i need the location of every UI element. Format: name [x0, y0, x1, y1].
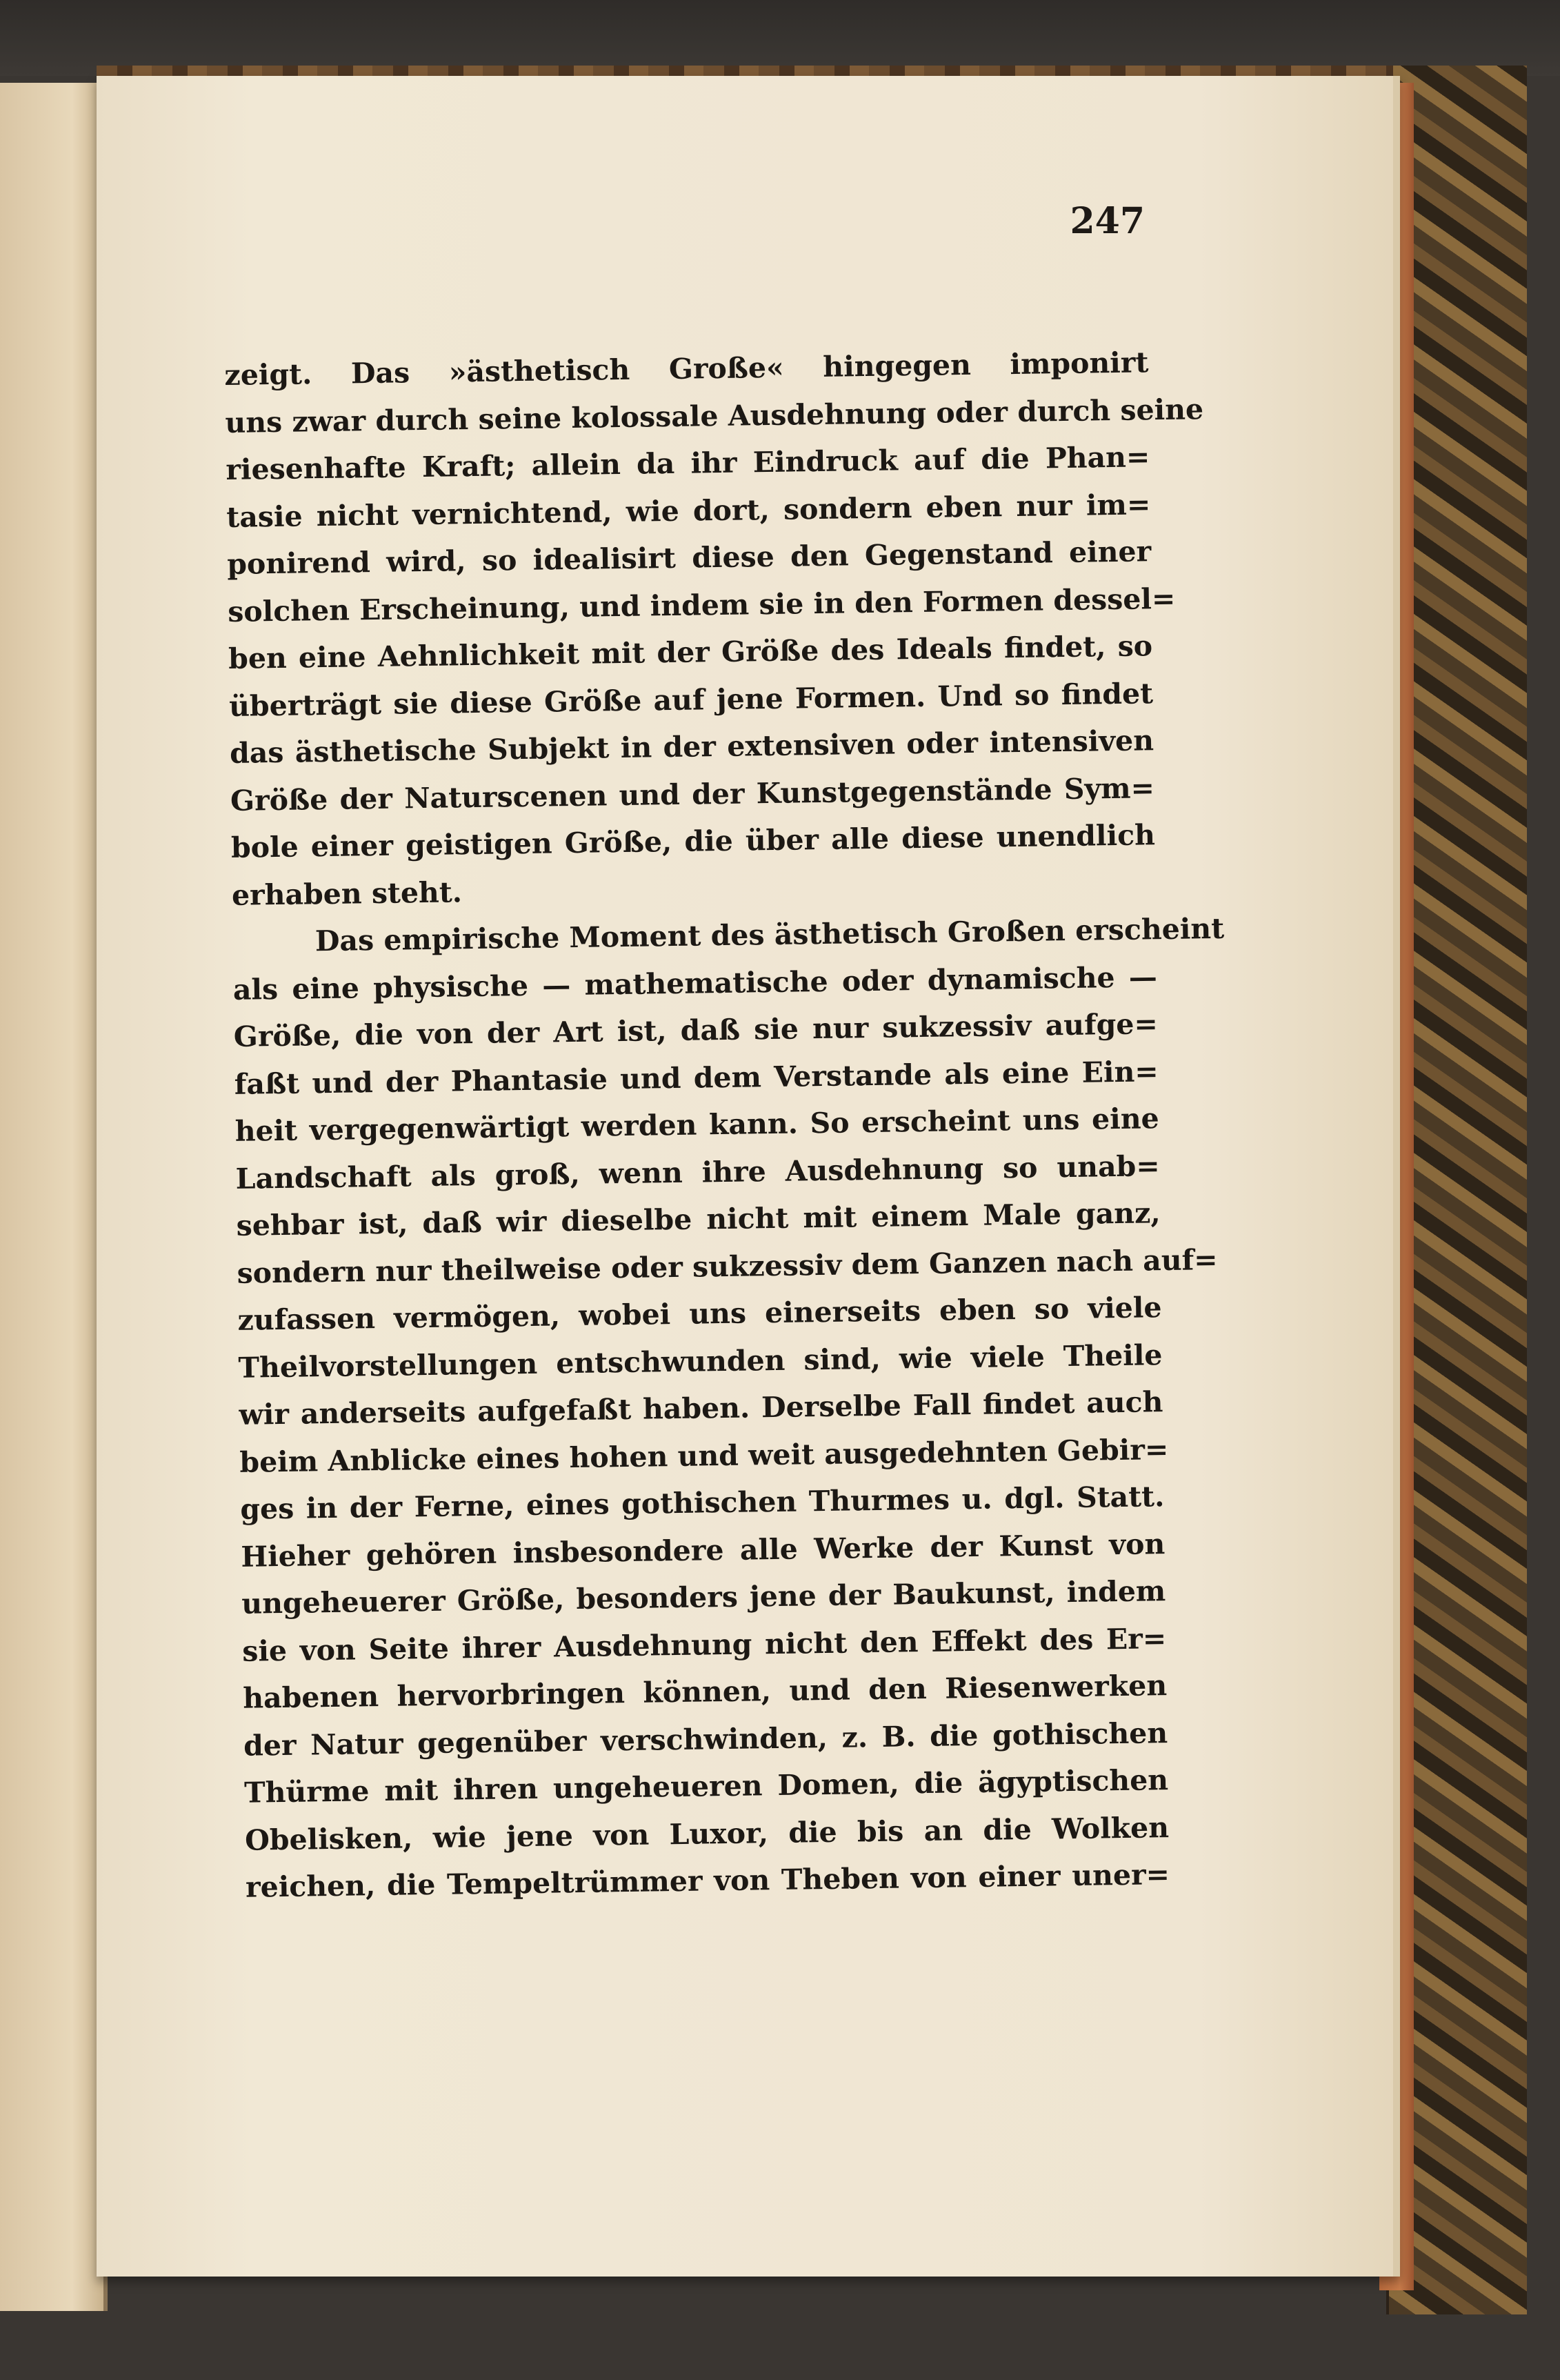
- text-line: das ästhetische Subjekt in der extensiven oder intensiven: [229, 724, 1154, 770]
- text-line: habenen hervorbringen können, und den Riesenwerken: [242, 1669, 1168, 1715]
- text-line: uns zwar durch seine kolossale Ausdehnung oder durch seine: [225, 392, 1204, 439]
- text-line: Obelisken, wie jene von Luxor, die bis an die Wolken: [244, 1810, 1170, 1857]
- text-line: sondern nur theilweise oder sukzessiv dem Ganzen nach auf=: [237, 1242, 1218, 1290]
- text-line: zufassen vermögen, wobei uns einerseits eben so viele: [237, 1291, 1162, 1337]
- text-line: ungeheuerer Größe, besonders jene der Baukunst, indem: [241, 1574, 1166, 1620]
- text-line: zeigt. Das »ästhetisch Große« hingegen imponirt: [224, 346, 1149, 392]
- text-line: Hieher gehören insbesondere alle Werke der Kunst von: [241, 1527, 1166, 1574]
- text-line: Landschaft als groß, wenn ihre Ausdehnung so unab=: [235, 1149, 1160, 1196]
- body-text: [224, 339, 1225, 1911]
- text-line: der Natur gegenüber verschwinden, z. B. die gothischen: [243, 1716, 1168, 1763]
- text-line: faßt und der Phantasie und dem Verstande als eine Ein=: [234, 1054, 1159, 1101]
- text-line: riesenhafte Kraft; allein da ihr Eindruck auf die Phan=: [226, 440, 1150, 486]
- text-line: erhaben steht.: [231, 875, 463, 912]
- backdrop: [0, 0, 1560, 76]
- text-line: als eine physische — mathematische oder dynamische —: [232, 960, 1158, 1006]
- text-line: beim Anblicke eines hohen und weit ausgedehnten Gebir=: [239, 1432, 1169, 1479]
- page-number: 247: [1070, 200, 1145, 242]
- text-line: ben eine Aehnlichkeit mit der Größe des Ideals findet, so: [228, 629, 1153, 675]
- text-line: Theilvorstellungen entschwunden sind, wie viele Theile: [238, 1338, 1163, 1385]
- text-line: wir anderseits aufgefaßt haben. Derselbe Fall findet auch: [239, 1385, 1163, 1431]
- text-line: Thürme mit ihren ungeheueren Domen, die ägyptischen: [243, 1763, 1169, 1809]
- text-line: reichen, die Tempeltrümmer von Theben von einer uner=: [245, 1858, 1170, 1904]
- text-line: heit vergegenwärtigt werden kann. So erscheint uns eine: [234, 1102, 1159, 1148]
- text-line: überträgt sie diese Größe auf jene Formen. Und so findet: [228, 676, 1154, 723]
- text-line: solchen Erscheinung, und indem sie in den Formen dessel=: [227, 582, 1176, 628]
- text-line: sehbar ist, daß wir dieselbe nicht mit einem Male ganz,: [236, 1196, 1161, 1242]
- text-line: ges in der Ferne, eines gothischen Thurmes u. dgl. Statt.: [240, 1480, 1165, 1526]
- facing-page-edge: [0, 83, 108, 2311]
- text-line: bole einer geistigen Größe, die über alle diese unendlich: [230, 818, 1156, 864]
- text-line: Größe der Naturscenen und der Kunstgegenstände Sym=: [230, 771, 1155, 817]
- text-line: tasie nicht vernichtend, wie dort, sondern eben nur im=: [226, 487, 1151, 534]
- text-line: sie von Seite ihrer Ausdehnung nicht den Effekt des Er=: [241, 1621, 1167, 1668]
- text-line: Das empirische Moment des ästhetisch Großen erscheint: [314, 911, 1225, 958]
- text-line: Größe, die von der Art ist, daß sie nur sukzessiv aufge=: [233, 1007, 1159, 1053]
- text-line: ponirend wird, so idealisirt diese den Gegenstand einer: [226, 535, 1152, 581]
